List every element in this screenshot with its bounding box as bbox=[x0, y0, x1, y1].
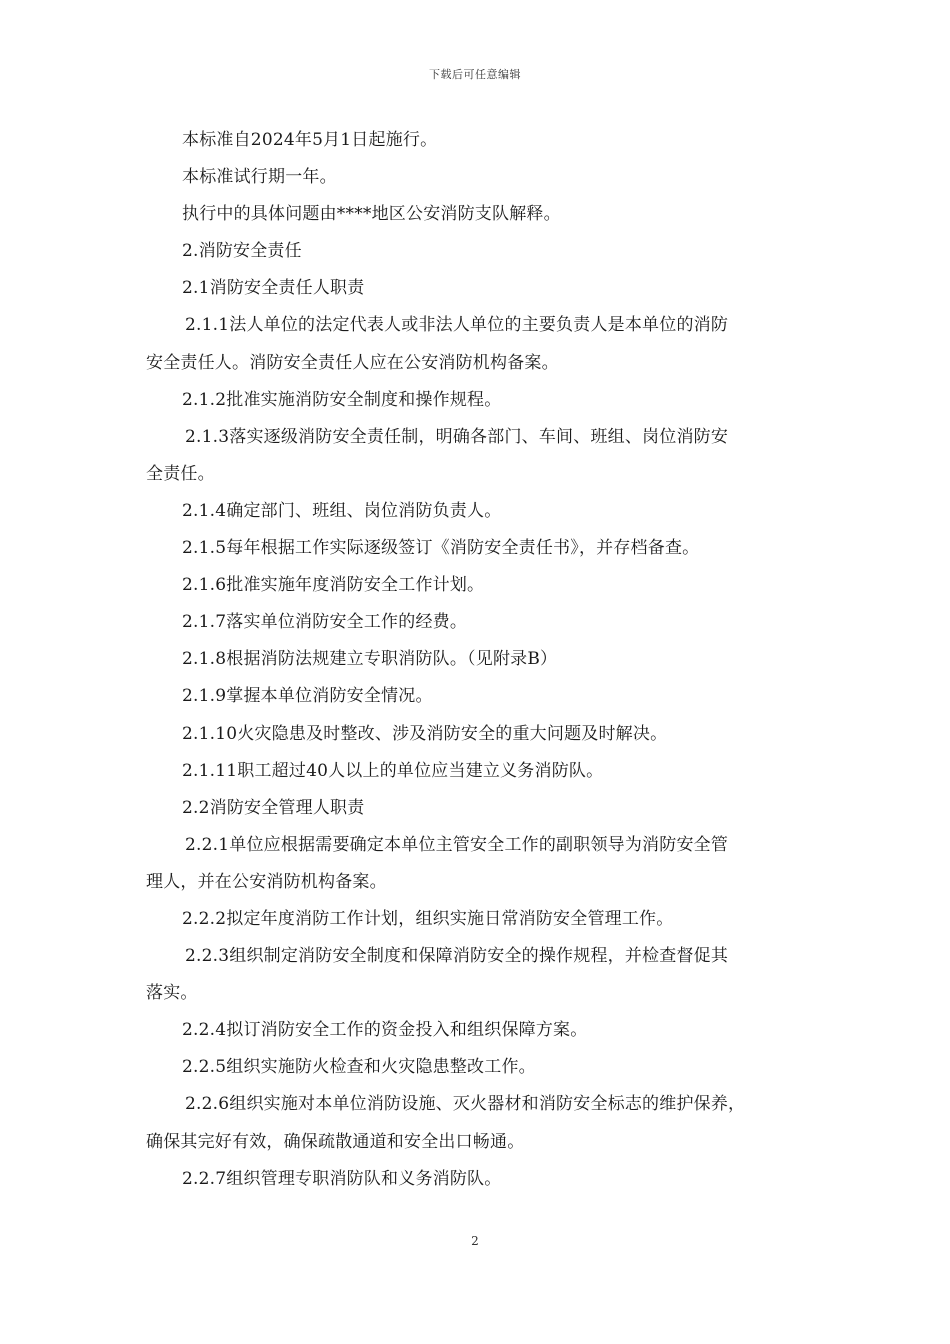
text-line: 2.2.1单位应根据需要确定本单位主管安全工作的副职领导为消防安全管 bbox=[185, 834, 729, 855]
document-body bbox=[146, 122, 806, 1198]
text-line: 2.1.5每年根据工作实际逐级签订《消防安全责任书》，并存档备查。 bbox=[182, 538, 700, 559]
text-line: 2.1消防安全责任人职责 bbox=[182, 278, 365, 299]
text-line: 2.2.5组织实施防火检查和火灾隐患整改工作。 bbox=[182, 1057, 536, 1078]
text-line: 2.2消防安全管理人职责 bbox=[182, 797, 365, 818]
page-header: 下载后可任意编辑 bbox=[429, 68, 521, 81]
text-line: 本标准自2024年5月1日起施行。 bbox=[182, 130, 438, 150]
text-line: 2.1.10火灾隐患及时整改、涉及消防安全的重大问题及时解决。 bbox=[182, 723, 668, 744]
text-line: 全责任。 bbox=[146, 463, 215, 484]
text-line: 2.消防安全责任 bbox=[182, 241, 302, 262]
text-line: 执行中的具体问题由****地区公安消防支队解释。 bbox=[182, 204, 561, 225]
text-line: 2.2.2拟定年度消防工作计划，组织实施日常消防安全管理工作。 bbox=[182, 908, 674, 929]
text-line: 2.2.7组织管理专职消防队和义务消防队。 bbox=[182, 1168, 502, 1189]
text-line: 2.1.3落实逐级消防安全责任制，明确各部门、车间、班组、岗位消防安 bbox=[185, 426, 729, 447]
text-line: 落实。 bbox=[146, 983, 198, 1004]
text-line: 2.2.6组织实施对本单位消防设施、灭火器材和消防安全标志的维护保养， bbox=[185, 1094, 746, 1115]
text-line: 本标准试行期一年。 bbox=[182, 167, 337, 188]
text-line: 2.1.8根据消防法规建立专职消防队。（见附录B） bbox=[182, 649, 558, 670]
text-line: 2.1.2批准实施消防安全制度和操作规程。 bbox=[182, 389, 502, 410]
text-line: 2.1.4确定部门、班组、岗位消防负责人。 bbox=[182, 500, 502, 521]
text-line: 2.1.6批准实施年度消防安全工作计划。 bbox=[182, 575, 485, 596]
text-line: 2.1.11职工超过40人以上的单位应当建立义务消防队。 bbox=[182, 760, 604, 781]
text-line: 2.1.9掌握本单位消防安全情况。 bbox=[182, 686, 433, 707]
text-line: 确保其完好有效，确保疏散通道和安全出口畅通。 bbox=[146, 1131, 525, 1152]
text-line: 2.2.4拟订消防安全工作的资金投入和组织保障方案。 bbox=[182, 1020, 588, 1041]
page-number: 2 bbox=[471, 1234, 479, 1248]
text-line: 2.2.3组织制定消防安全制度和保障消防安全的操作规程，并检查督促其 bbox=[185, 946, 729, 967]
text-line: 安全责任人。消防安全责任人应在公安消防机构备案。 bbox=[146, 352, 559, 373]
text-line: 2.1.1法人单位的法定代表人或非法人单位的主要负责人是本单位的消防 bbox=[185, 315, 729, 336]
text-line: 2.1.7落实单位消防安全工作的经费。 bbox=[182, 612, 468, 633]
text-line: 理人，并在公安消防机构备案。 bbox=[146, 871, 387, 892]
